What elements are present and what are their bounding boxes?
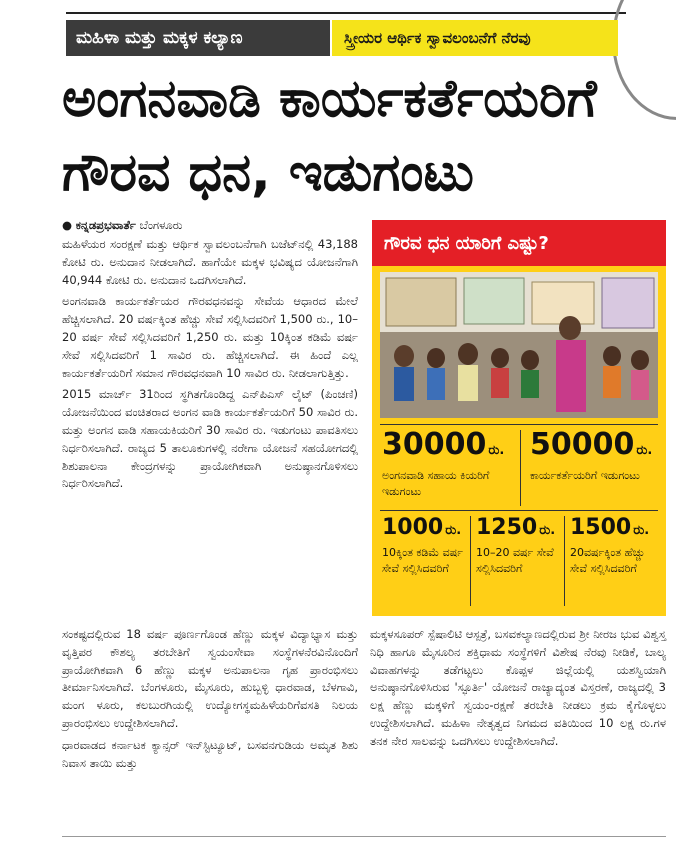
amount-unit: ರು.: [539, 523, 556, 538]
amount-label: 10ಕ್ಕಿಂತ ಕಡಿಮೆ ವರ್ಷ ಸೇವೆ ಸಲ್ಲಿಸಿದವರಿಗೆ: [382, 546, 463, 575]
divider: [380, 510, 658, 511]
amount-unit: ರು.: [445, 523, 462, 538]
byline: [62, 218, 358, 233]
classroom-photo-illustration: [380, 272, 658, 418]
headline-line-2: ಗೌರವ ಧನ, ಇಡುಗಂಟು: [62, 143, 474, 203]
paragraph: ಅಂಗನವಾಡಿ ಕಾರ್ಯಕರ್ತೆಯರ ಗೌರವಧನವನ್ನು ಸೇವೆಯ ಆಧಾರದ ಮೇಲೆ ಹೆಚ್ಚಿಸಲಾಗಿದೆ. 20 ವರ್ಷಕ್ಕಿಂತ ಹೆಚ್ಚು ಸೇವೆ ಸಲ್ಲಿಸಿದವರಿಗೆ 1,500 ರು., 10–20 ವರ್ಷ ಸೇವೆ ಸಲ್ಲಿಸಿದವರಿಗೆ 1,250 ರು. ಮತ್ತು 10ಕ್ಕಿಂತ ಕಡಿಮೆ ವರ್ಷ ಸೇವೆ ಸಲ್ಲಿಸಿದವರಿಗೆ 1 ಸಾವಿರ ರು. ಹೆಚ್ಚಿಸಲಾಗಿದೆ. ಈ ಹಿಂದೆ ಎಲ್ಲ ಕಾರ್ಯಕರ್ತೆಯರಿಗೆ ಸಮಾನ ಗೌರವಧನವಾಗಿ 10 ಸಾವಿರ ರು. ನೀಡಲಾಗುತ್ತಿತ್ತು.: [62, 294, 358, 380]
paragraph: ಮಕ್ಕಳಸೂಪರ್ ಸ್ಪೆಷಾಲಿಟಿ ಆಸ್ಪತ್ರೆ, ಬಸವಕಲ್ಯಾಣದಲ್ಲಿರುವ ಶ್ರೀ ನೀರಜ ಭುವ ವಿಶ್ವಸ್ತ ನಿಧಿ ಹಾಗೂ ಮೈಸೂರಿನ ಶಕ್ತಿಧಾಮ ಸಂಸ್ಥೆಗಳಿಗೆ ವಿಶೇಷ ನೆರವು ನೀಡಿಕೆ, ಬಾಲ್ಯ ವಿವಾಹಗಳನ್ನು ತಡೆಗಟ್ಟಲು ಕೊಪ್ಪಳ ಜಿಲ್ಲೆಯಲ್ಲಿ ಯಶಸ್ವಿಯಾಗಿ ಅನುಷ್ಠಾನಗೊಳಿಸಿರುವ 'ಸ್ಫೂರ್ತಿ' ಯೋಜನೆ ರಾಜ್ಯಾದ್ಯಂತ ವಿಸ್ತರಣೆ, ರಾಜ್ಯದಲ್ಲಿ 3 ಲಕ್ಷ ಹೆಣ್ಣು ಮಕ್ಕಳಿಗೆ ಸ್ವಯಂ-ರಕ್ಷಣೆ ತರಬೇತಿ ನೀಡಲು ಕ್ರಮ ಕೈಗೊಳ್ಳಲು ಉದ್ದೇಶಿಸಲಾಗಿದೆ. ಮಹಿಳಾ ನೇತೃತ್ವದ ನಿಗಮದ ವತಿಯಿಂದ 10 ಲಕ್ಷ ರು.ಗಳ ತನಕ ನೇರ ಸಾಲವನ್ನು ಒದಗಿಸಲು ಉದ್ದೇಶಿಸಲಾಗಿದೆ.: [370, 627, 666, 748]
amount-worker-gratuity: [530, 428, 660, 484]
divider: [470, 516, 471, 606]
paragraph: ಮಹಿಳೆಯರ ಸಂರಕ್ಷಣೆ ಮತ್ತು ಆರ್ಥಿಕ ಸ್ವಾವಲಂಬನೆಗಾಗಿ ಬಜೆಟ್‌ನಲ್ಲಿ 43,188 ಕೋಟಿ ರು. ಅನುದಾನ ನೀಡಲಾಗಿದೆ. ಹಾಗೆಯೇ ಮಕ್ಕಳ ಭವಿಷ್ಯದ ಯೋಜನೆಗಾಗಿ 40,944 ಕೋಟಿ ರು. ಅನುದಾನ ಒದಗಿಸಲಾಗಿದೆ.: [62, 237, 358, 287]
anganwadi-photo: [380, 272, 658, 418]
divider: [520, 430, 521, 506]
amount-10-20-years: [476, 514, 566, 577]
paragraph: 2015 ಮಾರ್ಚ್ 31ರಿಂದ ಸ್ಥಗಿತಗೊಂಡಿದ್ದ ಎನ್‌ಪಿಎಸ್ ಲೈಟ್ (ಪಿಂಚಣಿ) ಯೋಜನೆಯಿಂದ ವಂಚಿತರಾದ ಅಂಗನ ವಾಡಿ ಕಾರ್ಯಕರ್ತೆಯರಿಗೆ 50 ಸಾವಿರ ರು. ಮತ್ತು ಅಂಗನ ವಾಡಿ ಸಹಾಯಕಿಯರಿಗೆ 30 ಸಾವಿರ ರು. ಇಡುಗಂಟು ಪಾವತಿಸಲು ನಿರ್ಧರಿಸಲಾಗಿದೆ. ರಾಜ್ಯದ 5 ತಾಲೂಕುಗಳಲ್ಲಿ ನರೇಗಾ ಯೋಜನೆ ಸಹಯೋಗದಲ್ಲಿ ಶಿಶುಪಾಲನಾ ಕೇಂದ್ರಗಳನ್ನು ಪ್ರಾಯೋಗಿಕವಾಗಿ ಅನುಷ್ಠಾನಗೊಳಿಸಲು ನಿರ್ಧರಿಸಲಾಗಿದೆ.: [62, 387, 358, 491]
amount-under-10-years: [382, 514, 470, 577]
amount-value: 50000: [530, 427, 635, 462]
amount-label: ಅಂಗನವಾಡಿ ಸಹಾಯ ಕಿಯರಿಗೆ ಇಡುಗಂಟು: [382, 469, 490, 498]
amount-value: 1250: [476, 515, 538, 540]
top-rule: [66, 12, 626, 14]
amount-unit: ರು.: [636, 443, 653, 458]
amount-over-20-years: [570, 514, 664, 577]
paragraph: ಸಂಕಷ್ಟದಲ್ಲಿರುವ 18 ವರ್ಷ ಪೂರ್ಣಗೊಂಡ ಹೆಣ್ಣು ಮಕ್ಕಳ ವಿದ್ಯಾಭ್ಯಾಸ ಮತ್ತು ವೃತ್ತಿಪರ ಕೌಶಲ್ಯ ತರಬೇತಿಗೆ ಸ್ವಯಂಸೇವಾ ಸಂಸ್ಥೆಗಳನೆರವಿನೊಂದಿಗೆ ಪ್ರಾಯೋಗಿಕವಾಗಿ 6 ಹೆಣ್ಣು ಮಕ್ಕಳ ಅನುಪಾಲನಾ ಗೃಹ ಪ್ರಾರಂಭಿಸಲು ತೀರ್ಮಾನಿಸಲಾಗಿದೆ. ಬೆಂಗಳೂರು, ಮೈಸೂರು, ಹುಬ್ಬಳ್ಳಿ ಧಾರವಾಡ, ಬೆಳಗಾವಿ, ಮಂಗ ಳೂರು, ಕಲಬುರಗಿಯಲ್ಲಿ ಉದ್ಯೋಗಸ್ಥಮಹಿಳೆಯರಿಗೆವಸತಿ ನಿಲಯ ಪ್ರಾರಂಭಿಸಲು ಉದ್ದೇಶಿಸಲಾಗಿದೆ.: [62, 627, 358, 730]
article-column-right-bottom: [370, 626, 666, 755]
paragraph: ಧಾರವಾಡದ ಕರ್ನಾಟಕ ಕ್ಯಾನ್ಸರ್ ಇನ್‌ಸ್ಟಿಟ್ಯೂಟ್, ಬಸವನಗುಡಿಯ ಅಮೃತ ಶಿಶು ನಿವಾಸ ತಾಯಿ ಮತ್ತು: [62, 737, 358, 770]
divider: [564, 516, 565, 606]
amount-helper-gratuity: [382, 428, 520, 500]
article-column-left-bottom: [62, 626, 358, 776]
honorarium-infobox: [372, 220, 666, 616]
byline-agency: ಕನ್ನಡಪ್ರಭವಾರ್ತೆ: [75, 218, 136, 232]
bullet-icon: ●: [62, 218, 76, 232]
amount-label: 10–20 ವರ್ಷ ಸೇವೆ ಸಲ್ಲಿಸಿದವರಿಗೆ: [476, 546, 554, 575]
headline-line-1: ಅಂಗನವಾಡಿ ಕಾರ್ಯಕರ್ತೆಯರಿಗೆ: [62, 69, 597, 129]
byline-place: ಬೆಂಗಳೂರು: [139, 218, 183, 232]
amount-value: 30000: [382, 427, 487, 462]
bottom-rule: [62, 836, 666, 837]
amount-value: 1500: [570, 515, 632, 540]
article-column-left-top: [62, 236, 358, 497]
amount-unit: ರು.: [633, 523, 650, 538]
amount-value: 1000: [382, 515, 444, 540]
section-tag: ಮಹಿಳಾ ಮತ್ತು ಮಕ್ಕಳ ಕಲ್ಯಾಣ: [66, 20, 330, 56]
amount-label: 20ವರ್ಷಕ್ಕಿಂತ ಹೆಚ್ಚು ಸೇವೆ ಸಲ್ಲಿಸಿದವರಿಗೆ: [570, 546, 645, 575]
kicker-label: ಸ್ತ್ರೀಯರ ಆರ್ಥಿಕ ಸ್ವಾವಲಂಬನೆಗೆ ನೆರವು: [332, 20, 618, 56]
amount-unit: ರು.: [488, 443, 505, 458]
amount-label: ಕಾರ್ಯಕರ್ತೆಯರಿಗೆ ಇಡುಗಂಟು: [530, 469, 640, 482]
divider: [380, 424, 658, 425]
infobox-title: ಗೌರವ ಧನ ಯಾರಿಗೆ ಎಷ್ಟು?: [372, 220, 666, 266]
